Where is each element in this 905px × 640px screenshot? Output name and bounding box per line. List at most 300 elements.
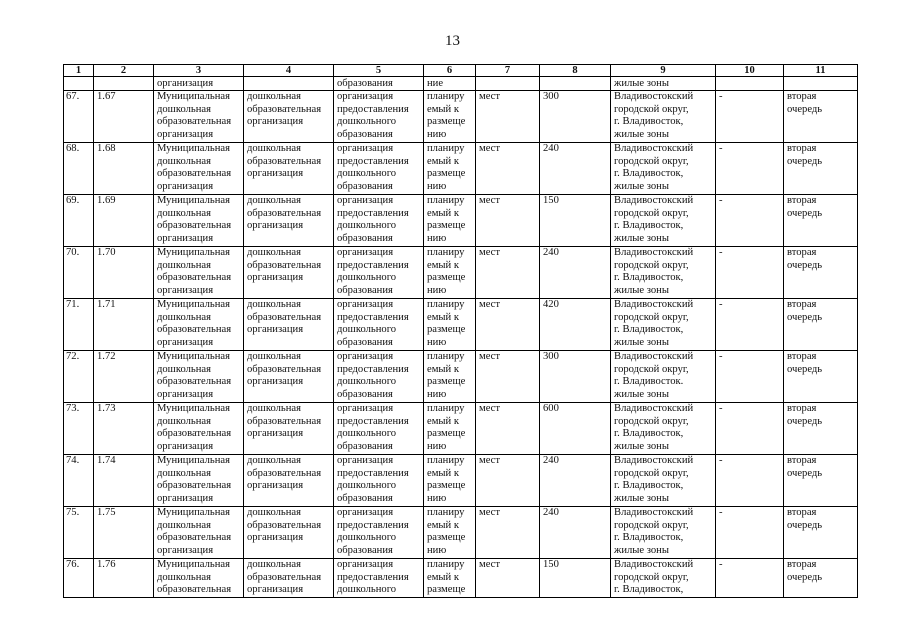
implementation-stage-line: очередь xyxy=(787,259,823,271)
table-row xyxy=(64,195,858,247)
object-type-line: образовательная xyxy=(247,155,322,167)
object-type-line: образовательная xyxy=(247,415,322,427)
implementation-stage-cell xyxy=(784,351,858,403)
object-name-cell xyxy=(154,559,244,598)
object-location-line: г. Владивосток, xyxy=(614,272,684,284)
capacity-value-cell: 300 xyxy=(540,351,611,403)
object-purpose-line: образования xyxy=(337,181,393,193)
object-name-line: образовательная xyxy=(157,168,232,180)
object-status-line: планиру xyxy=(427,351,465,362)
table-row xyxy=(64,143,858,195)
object-name-line: организация xyxy=(157,233,214,245)
object-status-line: планиру xyxy=(427,403,465,414)
object-status-cell xyxy=(424,195,476,247)
object-purpose-line: организация xyxy=(337,91,394,102)
object-type-cell xyxy=(244,455,334,507)
object-location-line: г. Владивосток, xyxy=(614,168,684,180)
table-cell xyxy=(244,77,334,91)
object-status-line: нию xyxy=(427,233,447,245)
table-cell: жилые зоны xyxy=(611,77,716,91)
capacity-value-cell: 600 xyxy=(540,403,611,455)
object-name-line: организация xyxy=(157,181,214,193)
object-name-line: Муниципальная xyxy=(157,559,230,570)
object-location-cell xyxy=(611,507,716,559)
object-location-cell xyxy=(611,91,716,143)
zone-value-cell: - xyxy=(716,559,784,598)
implementation-stage-line: очередь xyxy=(787,103,823,115)
object-name-line: организация xyxy=(157,337,214,349)
object-purpose-line: образования xyxy=(337,337,393,349)
table-cell: организация xyxy=(154,77,244,91)
implementation-stage-line: очередь xyxy=(787,207,823,219)
object-name-line: дошкольная xyxy=(157,207,211,219)
row-code-cell: 1.71 xyxy=(94,299,154,351)
object-type-line: образовательная xyxy=(247,259,322,271)
capacity-value-cell: 240 xyxy=(540,247,611,299)
row-code-cell: 1.74 xyxy=(94,455,154,507)
object-purpose-line: предоставления xyxy=(337,467,409,479)
object-status-cell xyxy=(424,299,476,351)
zone-value-cell: - xyxy=(716,195,784,247)
row-number-cell: 67. xyxy=(64,91,94,143)
object-status-line: планиру xyxy=(427,559,465,570)
object-purpose-cell xyxy=(334,403,424,455)
object-status-cell xyxy=(424,455,476,507)
object-type-line: дошкольная xyxy=(247,91,301,102)
row-code-cell: 1.70 xyxy=(94,247,154,299)
object-purpose-line: организация xyxy=(337,351,394,362)
object-status-cell xyxy=(424,143,476,195)
object-location-line: городской округ, xyxy=(614,363,689,375)
object-status-line: планиру xyxy=(427,247,465,258)
object-purpose-line: предоставления xyxy=(337,311,409,323)
zone-value-cell: - xyxy=(716,143,784,195)
zone-value-cell: - xyxy=(716,403,784,455)
object-type-line: организация xyxy=(247,116,304,128)
table-row xyxy=(64,403,858,455)
object-location-cell xyxy=(611,351,716,403)
object-status-cell xyxy=(424,559,476,598)
object-type-line: дошкольная xyxy=(247,559,301,570)
object-purpose-line: образования xyxy=(337,233,393,245)
table-row xyxy=(64,455,858,507)
object-location-line: городской округ, xyxy=(614,571,689,583)
object-name-line: организация xyxy=(157,441,214,453)
object-purpose-cell xyxy=(334,507,424,559)
implementation-stage-line: вторая xyxy=(787,559,817,570)
object-name-line: образовательная xyxy=(157,532,232,544)
object-type-cell xyxy=(244,403,334,455)
object-type-line: образовательная xyxy=(247,207,322,219)
object-location-line: жилые зоны xyxy=(614,337,669,349)
object-name-cell xyxy=(154,351,244,403)
object-status-line: емый к xyxy=(427,571,459,583)
object-type-line: организация xyxy=(247,428,304,440)
object-status-cell xyxy=(424,247,476,299)
table-cell xyxy=(540,77,611,91)
object-name-line: Муниципальная xyxy=(157,403,230,414)
object-type-line: организация xyxy=(247,376,304,388)
object-name-line: организация xyxy=(157,493,214,505)
implementation-stage-line: вторая xyxy=(787,247,817,258)
object-type-cell xyxy=(244,247,334,299)
object-purpose-line: дошкольного xyxy=(337,584,397,596)
object-purpose-line: дошкольного xyxy=(337,532,397,544)
object-status-cell xyxy=(424,351,476,403)
implementation-stage-line: очередь xyxy=(787,415,823,427)
row-number-cell: 70. xyxy=(64,247,94,299)
row-code-cell: 1.76 xyxy=(94,559,154,598)
object-status-line: размеще xyxy=(427,220,466,232)
object-status-line: емый к xyxy=(427,103,459,115)
object-name-line: образовательная xyxy=(157,220,232,232)
object-location-line: г. Владивосток. xyxy=(614,376,684,388)
object-location-cell xyxy=(611,299,716,351)
object-status-line: нию xyxy=(427,493,447,505)
capacity-unit-cell: мест xyxy=(476,559,540,598)
object-status-line: планиру xyxy=(427,143,465,154)
object-location-line: жилые зоны xyxy=(614,441,669,453)
object-purpose-line: образования xyxy=(337,493,393,505)
object-status-line: емый к xyxy=(427,467,459,479)
object-location-line: городской округ, xyxy=(614,155,689,167)
object-name-line: дошкольная xyxy=(157,103,211,115)
object-location-line: Владивостокский xyxy=(614,299,694,310)
object-name-line: Муниципальная xyxy=(157,247,230,258)
object-type-line: образовательная xyxy=(247,571,322,583)
header-row xyxy=(64,65,858,77)
object-purpose-cell xyxy=(334,299,424,351)
object-status-line: нию xyxy=(427,181,447,193)
object-type-line: дошкольная xyxy=(247,403,301,414)
object-purpose-line: организация xyxy=(337,507,394,518)
column-header: 5 xyxy=(334,65,424,77)
implementation-stage-cell xyxy=(784,91,858,143)
implementation-stage-cell xyxy=(784,195,858,247)
object-type-line: организация xyxy=(247,480,304,492)
table-cell xyxy=(476,77,540,91)
object-location-cell xyxy=(611,247,716,299)
capacity-unit-cell: мест xyxy=(476,351,540,403)
object-purpose-line: организация xyxy=(337,559,394,570)
object-name-line: организация xyxy=(157,285,214,297)
object-location-line: Владивостокский xyxy=(614,143,694,154)
object-purpose-line: предоставления xyxy=(337,415,409,427)
object-purpose-line: предоставления xyxy=(337,259,409,271)
object-type-line: дошкольная xyxy=(247,299,301,310)
object-location-line: г. Владивосток, xyxy=(614,584,684,596)
object-location-line: жилые зоны xyxy=(614,545,669,557)
object-status-line: размеще xyxy=(427,168,466,180)
object-name-cell xyxy=(154,91,244,143)
column-header: 6 xyxy=(424,65,476,77)
object-status-line: размеще xyxy=(427,428,466,440)
capacity-value-cell: 150 xyxy=(540,195,611,247)
object-type-cell xyxy=(244,559,334,598)
object-location-line: Владивостокский xyxy=(614,403,694,414)
column-header: 10 xyxy=(716,65,784,77)
implementation-stage-line: очередь xyxy=(787,311,823,323)
column-header: 3 xyxy=(154,65,244,77)
object-name-line: Муниципальная xyxy=(157,299,230,310)
object-purpose-line: организация xyxy=(337,247,394,258)
object-status-line: размеще xyxy=(427,272,466,284)
object-name-cell xyxy=(154,507,244,559)
object-location-line: г. Владивосток, xyxy=(614,324,684,336)
capacity-value-cell: 420 xyxy=(540,299,611,351)
table-cell: ние xyxy=(424,77,476,91)
row-code-cell: 1.69 xyxy=(94,195,154,247)
object-name-line: Муниципальная xyxy=(157,507,230,518)
object-type-line: дошкольная xyxy=(247,247,301,258)
implementation-stage-line: вторая xyxy=(787,299,817,310)
column-header: 9 xyxy=(611,65,716,77)
object-status-line: емый к xyxy=(427,415,459,427)
implementation-stage-line: вторая xyxy=(787,455,817,466)
implementation-stage-line: вторая xyxy=(787,91,817,102)
object-status-line: нию xyxy=(427,389,447,401)
implementation-stage-line: вторая xyxy=(787,507,817,518)
objects-table xyxy=(63,64,858,598)
object-location-line: городской округ, xyxy=(614,259,689,271)
object-name-cell xyxy=(154,299,244,351)
object-type-line: образовательная xyxy=(247,103,322,115)
row-number-cell: 76. xyxy=(64,559,94,598)
table-row xyxy=(64,299,858,351)
object-status-line: планиру xyxy=(427,299,465,310)
object-purpose-line: образования xyxy=(337,389,393,401)
object-status-line: планиру xyxy=(427,91,465,102)
object-type-line: организация xyxy=(247,168,304,180)
table-row xyxy=(64,247,858,299)
object-type-cell xyxy=(244,507,334,559)
object-type-line: организация xyxy=(247,272,304,284)
object-purpose-line: дошкольного xyxy=(337,324,397,336)
implementation-stage-line: очередь xyxy=(787,467,823,479)
object-name-line: образовательная xyxy=(157,324,232,336)
object-type-line: дошкольная xyxy=(247,351,301,362)
object-status-line: размеще xyxy=(427,324,466,336)
object-name-cell xyxy=(154,247,244,299)
object-purpose-line: предоставления xyxy=(337,207,409,219)
object-status-cell xyxy=(424,91,476,143)
implementation-stage-cell xyxy=(784,403,858,455)
object-location-line: Владивостокский xyxy=(614,91,694,102)
row-number-cell: 75. xyxy=(64,507,94,559)
object-name-line: дошкольная xyxy=(157,311,211,323)
zone-value-cell: - xyxy=(716,351,784,403)
object-location-line: жилые зоны xyxy=(614,129,669,141)
implementation-stage-cell xyxy=(784,507,858,559)
zone-value-cell: - xyxy=(716,299,784,351)
object-location-line: г. Владивосток, xyxy=(614,428,684,440)
capacity-value-cell: 240 xyxy=(540,455,611,507)
object-purpose-cell xyxy=(334,559,424,598)
row-code-cell: 1.68 xyxy=(94,143,154,195)
object-purpose-line: образования xyxy=(337,285,393,297)
object-location-cell xyxy=(611,455,716,507)
object-location-line: жилые зоны xyxy=(614,181,669,193)
row-code-cell: 1.75 xyxy=(94,507,154,559)
object-purpose-line: предоставления xyxy=(337,363,409,375)
object-name-line: дошкольная xyxy=(157,259,211,271)
table-cell xyxy=(716,77,784,91)
object-status-line: планиру xyxy=(427,195,465,206)
implementation-stage-line: вторая xyxy=(787,195,817,206)
object-status-line: емый к xyxy=(427,311,459,323)
row-code-cell: 1.67 xyxy=(94,91,154,143)
object-name-line: Муниципальная xyxy=(157,351,230,362)
object-purpose-line: организация xyxy=(337,143,394,154)
object-purpose-cell xyxy=(334,91,424,143)
implementation-stage-line: очередь xyxy=(787,363,823,375)
implementation-stage-cell xyxy=(784,559,858,598)
object-purpose-line: организация xyxy=(337,403,394,414)
table-row xyxy=(64,507,858,559)
object-name-line: организация xyxy=(157,545,214,557)
object-location-line: г. Владивосток, xyxy=(614,116,684,128)
object-name-line: дошкольная xyxy=(157,519,211,531)
continuation-row xyxy=(64,77,858,91)
object-location-line: г. Владивосток, xyxy=(614,480,684,492)
row-number-cell: 74. xyxy=(64,455,94,507)
object-status-cell xyxy=(424,403,476,455)
object-purpose-cell xyxy=(334,351,424,403)
capacity-value-cell: 240 xyxy=(540,143,611,195)
row-number-cell: 72. xyxy=(64,351,94,403)
object-purpose-line: образования xyxy=(337,545,393,557)
object-purpose-line: предоставления xyxy=(337,155,409,167)
column-header: 7 xyxy=(476,65,540,77)
object-location-line: Владивостокский xyxy=(614,351,694,362)
object-status-line: планиру xyxy=(427,507,465,518)
implementation-stage-cell xyxy=(784,247,858,299)
implementation-stage-line: вторая xyxy=(787,351,817,362)
object-purpose-line: дошкольного xyxy=(337,480,397,492)
object-type-line: образовательная xyxy=(247,519,322,531)
table-cell xyxy=(64,77,94,91)
object-name-cell xyxy=(154,143,244,195)
column-header: 1 xyxy=(64,65,94,77)
object-name-line: образовательная xyxy=(157,376,232,388)
capacity-unit-cell: мест xyxy=(476,91,540,143)
object-purpose-line: дошкольного xyxy=(337,168,397,180)
zone-value-cell: - xyxy=(716,91,784,143)
object-status-line: нию xyxy=(427,129,447,141)
object-status-line: планиру xyxy=(427,455,465,466)
object-location-cell xyxy=(611,143,716,195)
object-name-line: организация xyxy=(157,389,214,401)
capacity-unit-cell: мест xyxy=(476,455,540,507)
object-status-line: размеще xyxy=(427,532,466,544)
object-purpose-line: образования xyxy=(337,441,393,453)
object-name-line: Муниципальная xyxy=(157,195,230,206)
object-name-line: образовательная xyxy=(157,116,232,128)
zone-value-cell: - xyxy=(716,507,784,559)
object-status-line: емый к xyxy=(427,207,459,219)
object-type-line: дошкольная xyxy=(247,143,301,154)
capacity-unit-cell: мест xyxy=(476,403,540,455)
row-number-cell: 73. xyxy=(64,403,94,455)
object-location-line: городской округ, xyxy=(614,207,689,219)
object-location-line: Владивостокский xyxy=(614,507,694,518)
object-status-line: емый к xyxy=(427,363,459,375)
row-code-cell: 1.72 xyxy=(94,351,154,403)
object-status-line: размеще xyxy=(427,116,466,128)
object-location-cell xyxy=(611,403,716,455)
zone-value-cell: - xyxy=(716,455,784,507)
object-purpose-line: дошкольного xyxy=(337,376,397,388)
capacity-value-cell: 240 xyxy=(540,507,611,559)
object-name-line: образовательная xyxy=(157,480,232,492)
object-purpose-cell xyxy=(334,195,424,247)
object-name-line: Муниципальная xyxy=(157,91,230,102)
capacity-unit-cell: мест xyxy=(476,507,540,559)
object-type-cell xyxy=(244,351,334,403)
object-location-line: городской округ, xyxy=(614,103,689,115)
table-row xyxy=(64,559,858,598)
object-location-line: жилые зоны xyxy=(614,493,669,505)
object-status-line: размеще xyxy=(427,376,466,388)
object-status-line: нию xyxy=(427,441,447,453)
object-purpose-line: образования xyxy=(337,129,393,141)
implementation-stage-line: очередь xyxy=(787,155,823,167)
row-code-cell: 1.73 xyxy=(94,403,154,455)
zone-value-cell: - xyxy=(716,247,784,299)
object-type-line: организация xyxy=(247,324,304,336)
implementation-stage-line: очередь xyxy=(787,519,823,531)
column-header: 11 xyxy=(784,65,858,77)
object-name-line: образовательная xyxy=(157,272,232,284)
object-type-cell xyxy=(244,143,334,195)
row-number-cell: 71. xyxy=(64,299,94,351)
column-header: 4 xyxy=(244,65,334,77)
object-type-line: дошкольная xyxy=(247,195,301,206)
object-purpose-cell xyxy=(334,143,424,195)
object-purpose-cell xyxy=(334,455,424,507)
object-type-line: дошкольная xyxy=(247,455,301,466)
object-location-line: Владивостокский xyxy=(614,195,694,206)
object-status-cell xyxy=(424,507,476,559)
object-purpose-cell xyxy=(334,247,424,299)
object-name-line: организация xyxy=(157,129,214,141)
object-name-line: образовательная xyxy=(157,428,232,440)
implementation-stage-cell xyxy=(784,143,858,195)
row-number-cell: 68. xyxy=(64,143,94,195)
implementation-stage-line: очередь xyxy=(787,571,823,583)
object-type-line: образовательная xyxy=(247,467,322,479)
implementation-stage-cell xyxy=(784,299,858,351)
object-location-cell xyxy=(611,195,716,247)
table-cell: образования xyxy=(334,77,424,91)
object-name-line: дошкольная xyxy=(157,155,211,167)
object-name-line: дошкольная xyxy=(157,415,211,427)
object-purpose-line: предоставления xyxy=(337,571,409,583)
object-location-line: г. Владивосток, xyxy=(614,532,684,544)
object-location-line: Владивостокский xyxy=(614,559,694,570)
object-status-line: емый к xyxy=(427,259,459,271)
object-name-line: дошкольная xyxy=(157,571,211,583)
object-purpose-line: предоставления xyxy=(337,103,409,115)
object-type-line: образовательная xyxy=(247,363,322,375)
object-location-line: городской округ, xyxy=(614,311,689,323)
object-status-line: размеще xyxy=(427,584,466,596)
object-status-line: нию xyxy=(427,337,447,349)
object-type-cell xyxy=(244,195,334,247)
column-header: 8 xyxy=(540,65,611,77)
object-location-line: г. Владивосток, xyxy=(614,220,684,232)
table-cell xyxy=(94,77,154,91)
